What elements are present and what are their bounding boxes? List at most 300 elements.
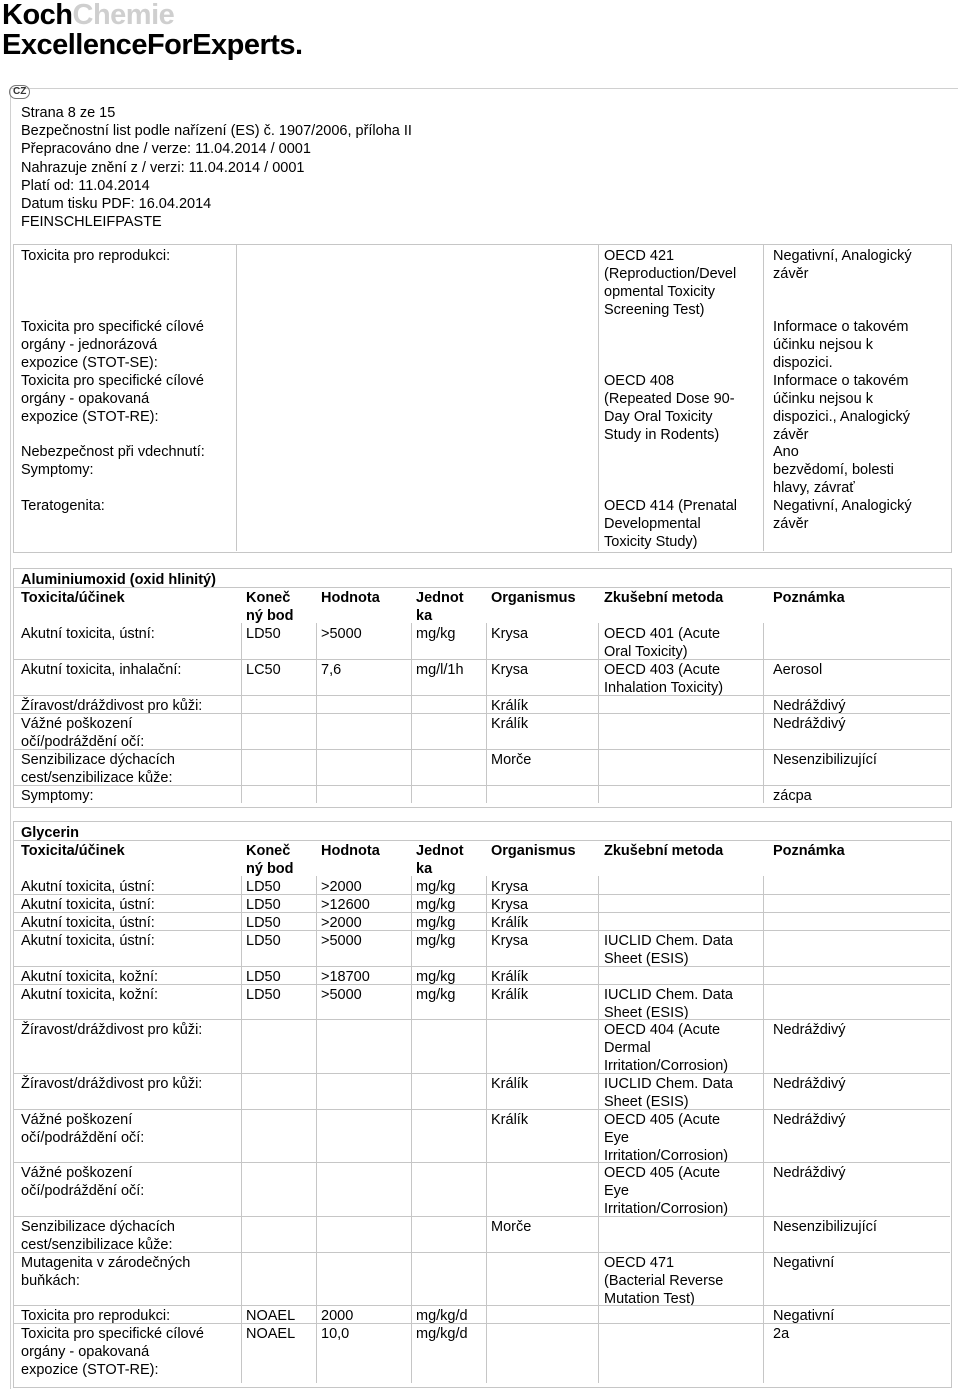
row-divider bbox=[14, 1162, 950, 1163]
endpoint-value-line: LD50 bbox=[246, 626, 281, 642]
col-divider bbox=[598, 1323, 599, 1383]
col-divider bbox=[598, 966, 599, 984]
effect-label bbox=[21, 715, 239, 751]
result-note bbox=[773, 1325, 948, 1343]
result-note bbox=[773, 1164, 948, 1182]
col-divider bbox=[486, 1323, 487, 1383]
col-divider bbox=[411, 1109, 412, 1162]
valid-from-line: Platí od: 11.04.2014 bbox=[21, 177, 150, 194]
row-divider bbox=[14, 1323, 950, 1324]
effect-label-line: cest/senzibilizace kůže: bbox=[21, 1237, 173, 1253]
col-divider bbox=[486, 695, 487, 713]
property-label-line: Symptomy: bbox=[21, 462, 94, 478]
col-divider bbox=[316, 1109, 317, 1162]
col-divider bbox=[598, 1252, 599, 1305]
col-divider bbox=[598, 1216, 599, 1252]
property-label bbox=[21, 318, 231, 372]
effect-label bbox=[21, 1254, 239, 1290]
col-divider bbox=[241, 1323, 242, 1383]
col-divider bbox=[316, 912, 317, 930]
col-divider bbox=[411, 876, 412, 894]
result-note-line: Negativní, Analogický bbox=[773, 248, 912, 264]
col-divider bbox=[598, 785, 599, 803]
effect-label-line: Akutní toxicita, kožní: bbox=[21, 987, 159, 1003]
effect-label-line: očí/podráždění očí: bbox=[21, 1130, 145, 1146]
col-header-method-line: Zkušební metoda bbox=[604, 590, 724, 606]
col-divider bbox=[763, 984, 764, 1020]
col-header-organism bbox=[491, 842, 601, 860]
col-divider bbox=[486, 912, 487, 930]
effect-label-line: buňkách: bbox=[21, 1273, 80, 1289]
toxicity-value-line: >2000 bbox=[321, 879, 362, 895]
unit-value-line: mg/l/1h bbox=[416, 662, 464, 678]
col-divider bbox=[763, 1073, 764, 1109]
effect-label-line: Akutní toxicita, inhalační: bbox=[21, 662, 182, 678]
toxicity-value-line: >5000 bbox=[321, 626, 362, 642]
col-divider bbox=[411, 1162, 412, 1216]
col-divider bbox=[486, 785, 487, 803]
test-method bbox=[604, 1254, 762, 1308]
test-method-line: OECD 403 (Acute bbox=[604, 662, 721, 678]
toxicity-value-line: >18700 bbox=[321, 969, 370, 985]
col-divider bbox=[763, 749, 764, 785]
col-divider bbox=[598, 1073, 599, 1109]
result-note bbox=[773, 1111, 948, 1129]
col-divider bbox=[411, 785, 412, 803]
col-header-unit-line: ka bbox=[416, 861, 433, 877]
result-note-line: Informace o takovém bbox=[773, 373, 909, 389]
property-label bbox=[21, 461, 231, 479]
endpoint-value-line: LD50 bbox=[246, 915, 281, 931]
result-note-line: Nedráždivý bbox=[773, 698, 846, 714]
property-label-line: expozice (STOT-SE): bbox=[21, 355, 158, 371]
col-divider bbox=[241, 912, 242, 930]
col-divider bbox=[486, 930, 487, 966]
col-divider bbox=[598, 930, 599, 966]
result-note-line: 2a bbox=[773, 1326, 790, 1342]
col-divider bbox=[241, 966, 242, 984]
property-label-line: Toxicita pro specifické cílové bbox=[21, 319, 204, 335]
col-divider bbox=[316, 713, 317, 749]
row-divider bbox=[14, 840, 950, 841]
col-header-endpoint-line: ný bod bbox=[246, 861, 294, 877]
test-method-line: (Reproduction/Devel bbox=[604, 266, 737, 282]
endpoint-value bbox=[246, 661, 316, 679]
col-divider bbox=[763, 1162, 764, 1216]
col-divider bbox=[598, 876, 599, 894]
col-divider bbox=[411, 1305, 412, 1323]
col-divider bbox=[763, 912, 764, 930]
col-divider bbox=[411, 659, 412, 695]
effect-label-line: Akutní toxicita, ústní: bbox=[21, 879, 155, 895]
col-divider bbox=[486, 1109, 487, 1162]
test-method bbox=[604, 932, 762, 968]
col-divider bbox=[241, 1216, 242, 1252]
test-method-line: OECD 408 bbox=[604, 373, 675, 389]
col-header-unit bbox=[416, 842, 486, 878]
organism-value bbox=[491, 661, 596, 679]
col-header-endpoint bbox=[246, 589, 316, 625]
test-method-line: Eye bbox=[604, 1183, 629, 1199]
organism-value bbox=[491, 932, 596, 950]
col-divider bbox=[316, 966, 317, 984]
effect-label-line: Žíravost/dráždivost pro kůži: bbox=[21, 1022, 203, 1038]
result-note-line: zácpa bbox=[773, 788, 812, 804]
col-divider bbox=[316, 659, 317, 695]
organism-value bbox=[491, 751, 596, 769]
effect-label-line: Vážné poškození bbox=[21, 716, 133, 732]
organism-value-line: Králík bbox=[491, 969, 529, 985]
col-header-unit-line: Jednot bbox=[416, 843, 464, 859]
test-method-line: Sheet (ESIS) bbox=[604, 1094, 689, 1110]
test-method bbox=[604, 661, 762, 697]
col-header-value-line: Hodnota bbox=[321, 843, 380, 859]
col-divider bbox=[241, 749, 242, 785]
result-note bbox=[773, 751, 948, 769]
property-label bbox=[21, 497, 231, 515]
col-divider bbox=[763, 1109, 764, 1162]
row-divider bbox=[14, 930, 950, 931]
organism-value-line: Morče bbox=[491, 752, 532, 768]
result-note bbox=[773, 1075, 948, 1093]
effect-label-line: Akutní toxicita, ústní: bbox=[21, 915, 155, 931]
toxicity-value-line: 7,6 bbox=[321, 662, 342, 678]
unit-value bbox=[416, 661, 486, 679]
property-label-line: Toxicita pro specifické cílové bbox=[21, 373, 204, 389]
col-divider bbox=[241, 1305, 242, 1323]
col-divider bbox=[598, 1109, 599, 1162]
result-note bbox=[773, 497, 948, 533]
endpoint-value-line: LD50 bbox=[246, 879, 281, 895]
print-date-line: Datum tisku PDF: 16.04.2014 bbox=[21, 196, 212, 213]
toxicity-value-line: >5000 bbox=[321, 933, 362, 949]
toxicity-value-line: >5000 bbox=[321, 987, 362, 1003]
col-divider bbox=[411, 984, 412, 1020]
test-method bbox=[604, 247, 759, 319]
regulation-line: Bezpečnostní list podle nařízení (ES) č. 1907/2006, příloha II bbox=[21, 123, 412, 140]
property-label-line: orgány - opakovaná bbox=[21, 391, 150, 407]
effect-label-line: Akutní toxicita, ústní: bbox=[21, 933, 155, 949]
test-method bbox=[604, 1164, 762, 1218]
effect-label-line: Mutagenita v zárodečných bbox=[21, 1255, 191, 1271]
col-divider bbox=[598, 1162, 599, 1216]
effect-label bbox=[21, 625, 239, 643]
col-divider bbox=[316, 930, 317, 966]
col-divider bbox=[411, 1252, 412, 1305]
revision-line: Přepracováno dne / verze: 11.04.2014 / 0001 bbox=[21, 141, 311, 158]
test-method-line: OECD 404 (Acute bbox=[604, 1022, 721, 1038]
col-header-value bbox=[321, 842, 411, 860]
row-divider bbox=[14, 587, 950, 588]
col-header-note bbox=[773, 842, 943, 860]
col-divider bbox=[411, 966, 412, 984]
col-divider bbox=[316, 984, 317, 1020]
toxicity-value bbox=[321, 1325, 411, 1343]
test-method-line: OECD 401 (Acute bbox=[604, 626, 721, 642]
col-divider bbox=[763, 1216, 764, 1252]
col-divider bbox=[763, 695, 764, 713]
unit-value-line: mg/kg bbox=[416, 969, 456, 985]
col-divider bbox=[486, 1019, 487, 1073]
col-divider bbox=[411, 1323, 412, 1383]
col-header-unit bbox=[416, 589, 486, 625]
endpoint-value bbox=[246, 1325, 316, 1343]
col-divider bbox=[763, 713, 764, 749]
organism-value-line: Králík bbox=[491, 716, 529, 732]
product-name: FEINSCHLEIFPASTE bbox=[21, 214, 162, 231]
col-header-effect bbox=[21, 589, 221, 607]
toxicity-value bbox=[321, 661, 411, 679]
col-divider bbox=[486, 1305, 487, 1323]
effect-label bbox=[21, 751, 239, 787]
col-divider bbox=[486, 1162, 487, 1216]
col-header-note-line: Poznámka bbox=[773, 843, 845, 859]
col-header-note-line: Poznámka bbox=[773, 590, 845, 606]
page-number: Strana 8 ze 15 bbox=[21, 105, 116, 121]
test-method bbox=[604, 625, 762, 661]
result-note-line: dispozici., Analogický bbox=[773, 409, 911, 425]
toxicity-value bbox=[321, 986, 411, 1004]
result-note-line: dispozici. bbox=[773, 355, 833, 371]
test-method-line: IUCLID Chem. Data bbox=[604, 987, 733, 1003]
col-header-method bbox=[604, 842, 764, 860]
test-method-line: Mutation Test) bbox=[604, 1291, 695, 1307]
col-divider bbox=[316, 695, 317, 713]
property-label bbox=[21, 443, 231, 461]
col-divider bbox=[241, 876, 242, 894]
col-divider bbox=[763, 966, 764, 984]
test-method-line: Developmental bbox=[604, 516, 701, 532]
col-divider bbox=[236, 245, 237, 551]
test-method bbox=[604, 497, 759, 551]
toxicity-value-line: >12600 bbox=[321, 897, 370, 913]
toxicity-value bbox=[321, 932, 411, 950]
result-note bbox=[773, 318, 948, 372]
col-header-method bbox=[604, 589, 764, 607]
effect-label-line: Toxicita pro reprodukci: bbox=[21, 1308, 171, 1324]
endpoint-value bbox=[246, 625, 316, 643]
effect-label-line: Žíravost/dráždivost pro kůži: bbox=[21, 698, 203, 714]
col-header-unit-line: ka bbox=[416, 608, 433, 624]
unit-value bbox=[416, 1325, 486, 1343]
row-divider bbox=[14, 713, 950, 714]
col-divider bbox=[598, 984, 599, 1020]
col-divider bbox=[598, 659, 599, 695]
effect-label bbox=[21, 661, 239, 679]
unit-value bbox=[416, 986, 486, 1004]
col-divider bbox=[486, 1216, 487, 1252]
result-note-line: Ano bbox=[773, 444, 799, 460]
endpoint-value-line: LD50 bbox=[246, 987, 281, 1003]
unit-value-line: mg/kg bbox=[416, 987, 456, 1003]
col-divider bbox=[316, 894, 317, 912]
col-divider bbox=[598, 245, 599, 551]
result-note bbox=[773, 247, 948, 283]
col-header-endpoint-line: Koneč bbox=[246, 843, 291, 859]
effect-label bbox=[21, 1111, 239, 1147]
organism-value bbox=[491, 715, 596, 733]
replaces-line: Nahrazuje znění z / verzi: 11.04.2014 / 0001 bbox=[21, 159, 305, 176]
effect-label bbox=[21, 1325, 239, 1379]
col-divider bbox=[486, 713, 487, 749]
test-method-line: Study in Rodents) bbox=[604, 427, 720, 443]
organism-value-line: Krysa bbox=[491, 626, 529, 642]
result-note-line: bezvědomí, bolesti bbox=[773, 462, 894, 478]
toxicity-value-line: 2000 bbox=[321, 1308, 354, 1324]
test-method-line: Irritation/Corrosion) bbox=[604, 1058, 729, 1074]
result-note-line: Nedráždivý bbox=[773, 716, 846, 732]
row-divider bbox=[14, 1073, 950, 1074]
result-note bbox=[773, 443, 948, 461]
effect-label bbox=[21, 1075, 239, 1093]
endpoint-value-line: NOAEL bbox=[246, 1326, 296, 1342]
col-divider bbox=[486, 1073, 487, 1109]
col-divider bbox=[598, 695, 599, 713]
row-divider bbox=[14, 912, 950, 913]
result-note bbox=[773, 1021, 948, 1039]
test-method-line: Sheet (ESIS) bbox=[604, 951, 689, 967]
test-method-line: Day Oral Toxicity bbox=[604, 409, 713, 425]
endpoint-value-line: LC50 bbox=[246, 662, 281, 678]
col-divider bbox=[763, 785, 764, 803]
result-note-line: účinku nejsou k bbox=[773, 337, 873, 353]
col-divider bbox=[411, 912, 412, 930]
col-divider bbox=[316, 749, 317, 785]
substance-title-line: Glycerin bbox=[21, 825, 80, 841]
col-header-unit-line: Jednot bbox=[416, 590, 464, 606]
test-method-line: (Bacterial Reverse bbox=[604, 1273, 724, 1289]
property-label-line: Toxicita pro reprodukci: bbox=[21, 248, 171, 264]
col-divider bbox=[316, 1252, 317, 1305]
result-note bbox=[773, 661, 948, 679]
result-note bbox=[773, 787, 948, 805]
organism-value bbox=[491, 625, 596, 643]
result-note-line: závěr bbox=[773, 516, 809, 532]
endpoint-value-line: LD50 bbox=[246, 933, 281, 949]
organism-value bbox=[491, 986, 596, 1004]
effect-label-line: cest/senzibilizace kůže: bbox=[21, 770, 173, 786]
col-divider bbox=[486, 984, 487, 1020]
col-divider bbox=[316, 1216, 317, 1252]
unit-value-line: mg/kg bbox=[416, 933, 456, 949]
test-method-line: OECD 471 bbox=[604, 1255, 675, 1271]
result-note-line: Aerosol bbox=[773, 662, 823, 678]
col-divider bbox=[763, 245, 764, 551]
col-divider bbox=[763, 1323, 764, 1383]
col-divider bbox=[486, 876, 487, 894]
result-note-line: Nedráždivý bbox=[773, 1165, 846, 1181]
endpoint-value-line: LD50 bbox=[246, 897, 281, 913]
test-method-line: Eye bbox=[604, 1130, 629, 1146]
result-note bbox=[773, 372, 948, 444]
toxicity-value-line: 10,0 bbox=[321, 1326, 350, 1342]
col-divider bbox=[241, 623, 242, 659]
col-divider bbox=[241, 695, 242, 713]
effect-label-line: Vážné poškození bbox=[21, 1165, 133, 1181]
test-method-line: Irritation/Corrosion) bbox=[604, 1148, 729, 1164]
unit-value-line: mg/kg/d bbox=[416, 1308, 468, 1324]
effect-label-line: očí/podráždění očí: bbox=[21, 734, 145, 750]
test-method-line: Dermal bbox=[604, 1040, 651, 1056]
effect-label bbox=[21, 1164, 239, 1200]
effect-label-line: očí/podráždění očí: bbox=[21, 1183, 145, 1199]
test-method-line: (Repeated Dose 90- bbox=[604, 391, 735, 407]
col-header-endpoint-line: Koneč bbox=[246, 590, 291, 606]
result-note-line: závěr bbox=[773, 266, 809, 282]
result-note-line: Nedráždivý bbox=[773, 1022, 846, 1038]
col-divider bbox=[316, 1323, 317, 1383]
effect-label bbox=[21, 932, 239, 950]
col-divider bbox=[241, 984, 242, 1020]
test-method-line: OECD 421 bbox=[604, 248, 675, 264]
property-label bbox=[21, 247, 231, 265]
col-divider bbox=[411, 1216, 412, 1252]
test-method-line: IUCLID Chem. Data bbox=[604, 933, 733, 949]
col-header-effect bbox=[21, 842, 221, 860]
endpoint-value-line: NOAEL bbox=[246, 1308, 296, 1324]
col-divider bbox=[316, 623, 317, 659]
test-method bbox=[604, 372, 759, 444]
col-divider bbox=[486, 894, 487, 912]
organism-value bbox=[491, 1218, 596, 1236]
col-divider bbox=[486, 749, 487, 785]
document-header bbox=[21, 104, 412, 231]
col-divider bbox=[763, 659, 764, 695]
row-divider bbox=[14, 966, 950, 967]
effect-label bbox=[21, 1218, 239, 1254]
organism-value-line: Králík bbox=[491, 698, 529, 714]
col-divider bbox=[763, 623, 764, 659]
unit-value bbox=[416, 932, 486, 950]
effect-label-line: Akutní toxicita, ústní: bbox=[21, 626, 155, 642]
organism-value-line: Krysa bbox=[491, 933, 529, 949]
test-method-line: opmental Toxicity bbox=[604, 284, 715, 300]
col-header-endpoint-line: ný bod bbox=[246, 608, 294, 624]
test-method-line: Sheet (ESIS) bbox=[604, 1005, 689, 1021]
col-divider bbox=[316, 785, 317, 803]
col-header-endpoint bbox=[246, 842, 316, 878]
col-divider bbox=[241, 1073, 242, 1109]
organism-value-line: Krysa bbox=[491, 897, 529, 913]
result-note bbox=[773, 1254, 948, 1272]
property-label bbox=[21, 372, 231, 426]
col-divider bbox=[763, 1305, 764, 1323]
col-divider bbox=[411, 894, 412, 912]
unit-value bbox=[416, 625, 486, 643]
test-method bbox=[604, 1111, 762, 1165]
col-header-value-line: Hodnota bbox=[321, 590, 380, 606]
test-method-line: OECD 405 (Acute bbox=[604, 1165, 721, 1181]
test-method bbox=[604, 1021, 762, 1075]
effect-label bbox=[21, 787, 239, 805]
col-divider bbox=[486, 966, 487, 984]
col-divider bbox=[411, 749, 412, 785]
col-divider bbox=[316, 1073, 317, 1109]
col-header-value bbox=[321, 589, 411, 607]
toxicity-value-line: >2000 bbox=[321, 915, 362, 931]
col-divider bbox=[411, 695, 412, 713]
row-divider bbox=[14, 749, 950, 750]
col-header-method-line: Zkušební metoda bbox=[604, 843, 724, 859]
test-method bbox=[604, 1075, 762, 1111]
effect-label-line: Senzibilizace dýchacích bbox=[21, 1219, 175, 1235]
col-divider bbox=[316, 1019, 317, 1073]
property-label-line: orgány - jednorázová bbox=[21, 337, 158, 353]
result-note bbox=[773, 1218, 948, 1236]
col-divider bbox=[763, 930, 764, 966]
col-header-organism bbox=[491, 589, 601, 607]
col-divider bbox=[411, 623, 412, 659]
